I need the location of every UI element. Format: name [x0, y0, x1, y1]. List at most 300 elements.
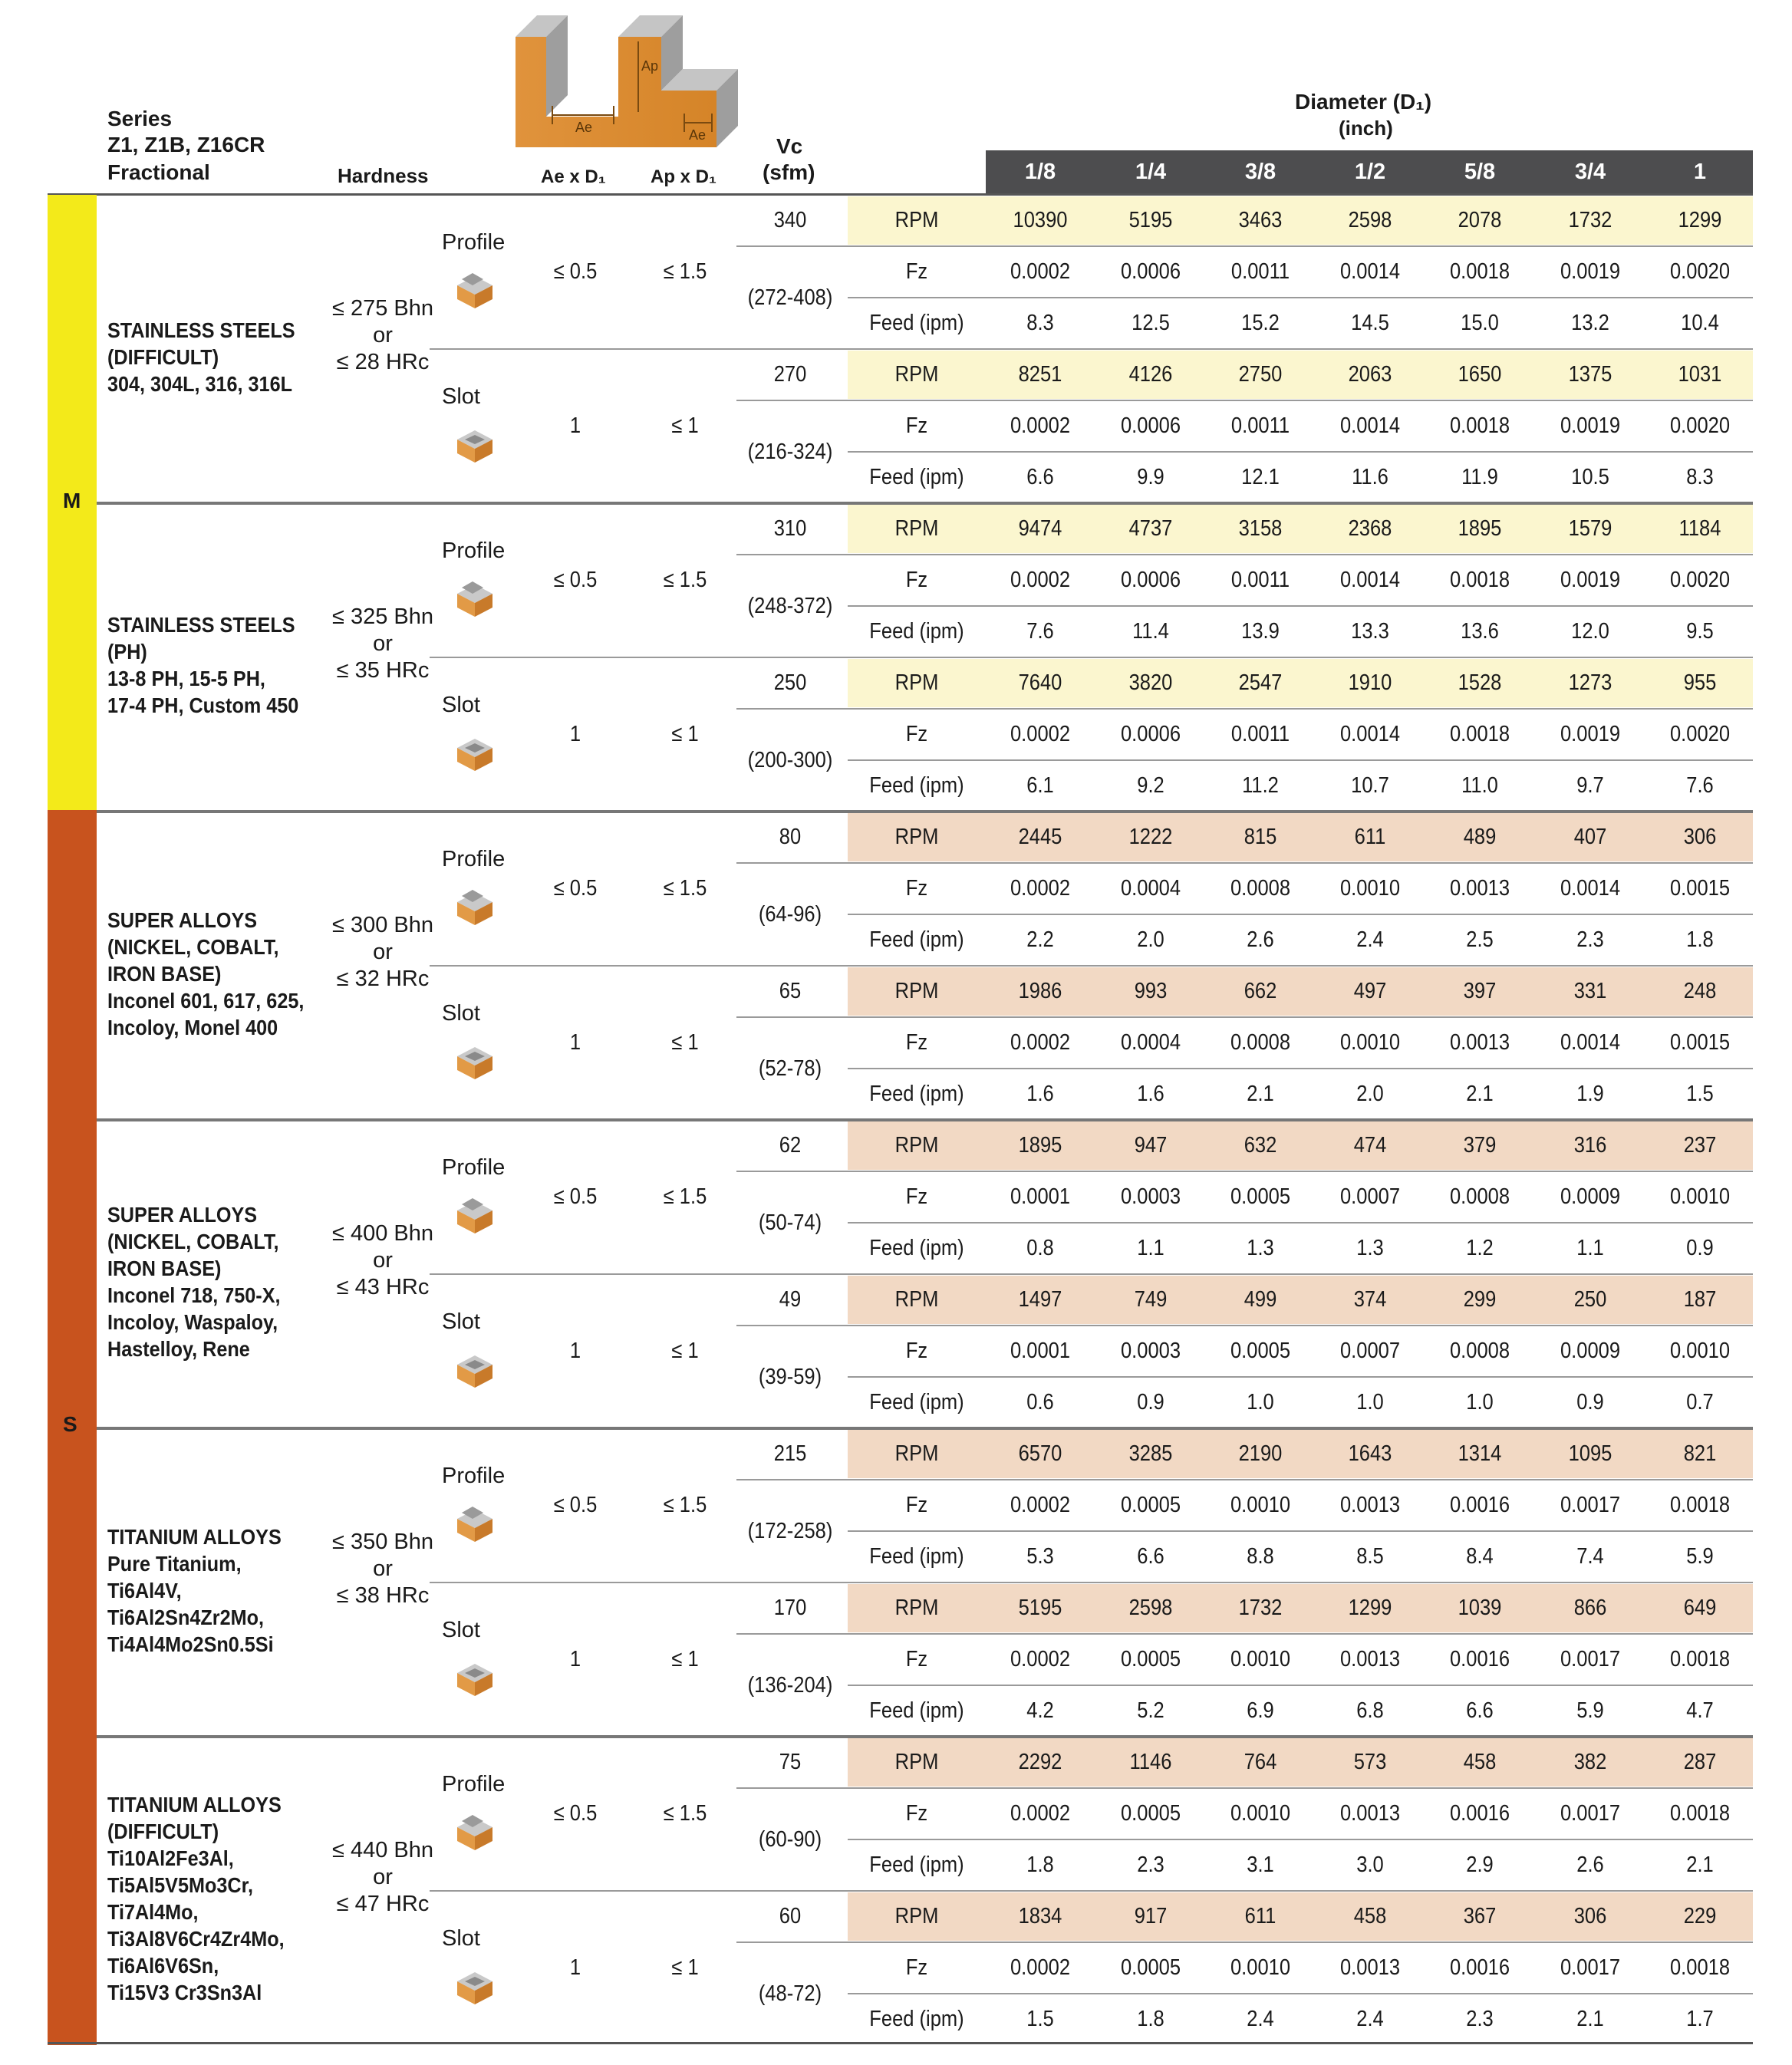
rpm-value: 815: [1244, 825, 1277, 849]
row-label-feed: Feed (ipm): [869, 2007, 964, 2031]
material-name-line: (NICKEL, COBALT,: [107, 1230, 279, 1253]
feed-value: 2.3: [1576, 927, 1604, 952]
feed-value: 11.0: [1461, 773, 1498, 798]
end-mill-profile-icon: [454, 577, 496, 618]
hardness-value: ≤ 28 HRc: [336, 350, 430, 374]
hardness-value: ≤ 400 Bhn: [331, 1221, 433, 1246]
fz-value: 0.0005: [1120, 1955, 1181, 1980]
feed-value: 1.1: [1576, 1236, 1604, 1260]
feed-value: 1.8: [1026, 1853, 1054, 1877]
material-name-line: TITANIUM ALLOYS: [107, 1524, 282, 1549]
fz-value: 0.0006: [1120, 259, 1181, 284]
fz-value: 0.0008: [1449, 1339, 1510, 1363]
operation-type: Profile: [442, 1772, 506, 1797]
ae-value: 1: [569, 413, 581, 438]
fz-value: 0.0020: [1669, 568, 1731, 592]
feed-value: 7.6: [1686, 773, 1714, 798]
feed-value: 9.5: [1686, 619, 1714, 644]
feed-value: 5.9: [1576, 1698, 1604, 1723]
vc-value: 215: [773, 1441, 807, 1466]
fz-value: 0.0018: [1669, 1801, 1731, 1826]
fz-value: 0.0001: [1010, 1339, 1071, 1363]
rpm-value: 458: [1463, 1750, 1497, 1774]
fz-value: 0.0008: [1230, 1030, 1291, 1055]
row-label-fz: Fz: [905, 413, 928, 438]
end-mill-slot-icon: [454, 1965, 496, 2006]
feed-value: 6.6: [1137, 1544, 1164, 1569]
fz-value: 0.0010: [1230, 1493, 1291, 1517]
fz-value: 0.0001: [1010, 1184, 1071, 1209]
fz-value: 0.0020: [1669, 722, 1731, 746]
row-label-feed: Feed (ipm): [869, 1082, 964, 1106]
ae-value: 1: [569, 1339, 581, 1363]
rpm-value: 2190: [1238, 1441, 1283, 1466]
row-label-feed: Feed (ipm): [869, 311, 964, 335]
rpm-value: 397: [1463, 979, 1497, 1003]
rpm-value: 1375: [1568, 362, 1612, 387]
rpm-value: 1299: [1348, 1596, 1392, 1620]
fz-value: 0.0002: [1010, 568, 1071, 592]
feed-value: 1.5: [1026, 2007, 1054, 2031]
row-label-rpm: RPM: [894, 825, 939, 849]
feed-value: 4.2: [1026, 1698, 1054, 1723]
material-name-line: Inconel 601, 617, 625,: [107, 988, 305, 1013]
feed-value: 1.3: [1356, 1236, 1384, 1260]
material-name-line: Ti15V3 Cr3Sn3Al: [107, 1981, 262, 2004]
fz-value: 0.0009: [1560, 1339, 1621, 1363]
vc-range: (48-72): [758, 1981, 822, 2006]
material-divider: [97, 1735, 1753, 1738]
material-name-line: (DIFFICULT): [107, 1820, 219, 1843]
feed-value: 0.7: [1686, 1390, 1714, 1415]
series-type: Fractional: [107, 160, 210, 184]
series-names: Z1, Z1B, Z16CR: [107, 133, 265, 156]
material-name-line: IRON BASE): [107, 1256, 222, 1280]
rpm-value: 1895: [1018, 1133, 1062, 1158]
feed-value: 9.7: [1576, 773, 1604, 798]
material-name-line: (DIFFICULT): [107, 344, 219, 369]
feed-value: 1.8: [1137, 2007, 1164, 2031]
feed-value: 10.4: [1681, 311, 1719, 335]
fz-value: 0.0002: [1010, 1801, 1071, 1826]
rpm-value: 821: [1683, 1441, 1717, 1466]
rpm-value: 573: [1353, 1750, 1387, 1774]
rpm-value: 299: [1463, 1287, 1497, 1312]
material-name-line: IRON BASE): [107, 961, 222, 986]
feed-value: 11.2: [1242, 773, 1279, 798]
vc-value: 340: [773, 208, 807, 232]
feed-value: 12.1: [1241, 465, 1280, 489]
diagram-ap-label: Ap: [641, 58, 659, 74]
feed-value: 10.5: [1571, 465, 1609, 489]
rpm-value: 2063: [1348, 362, 1392, 387]
feed-value: 2.6: [1247, 927, 1274, 952]
feed-value: 0.9: [1686, 1236, 1714, 1260]
ap-value: ≤ 1: [671, 413, 699, 438]
material-name-line: STAINLESS STEELS: [107, 613, 295, 637]
rpm-value: 955: [1683, 670, 1717, 695]
fz-value: 0.0018: [1669, 1493, 1731, 1517]
feed-value: 2.0: [1137, 927, 1164, 952]
fz-value: 0.0017: [1560, 1647, 1621, 1671]
fz-value: 0.0014: [1339, 413, 1401, 438]
rpm-value: 1497: [1018, 1287, 1062, 1312]
rpm-value: 1273: [1568, 670, 1612, 695]
rpm-value: 379: [1463, 1133, 1497, 1158]
rpm-value: 2547: [1238, 670, 1283, 695]
hardness-value: ≤ 350 Bhn: [331, 1530, 433, 1554]
feed-value: 1.3: [1247, 1236, 1274, 1260]
fz-value: 0.0016: [1449, 1955, 1510, 1980]
rpm-value: 3820: [1128, 670, 1173, 695]
material-name-line: SUPER ALLOYS: [107, 1203, 258, 1227]
diameter-header: Diameter (D₁): [1295, 90, 1432, 114]
rpm-value: 6570: [1018, 1441, 1062, 1466]
material-name-line: 304, 304L, 316, 316L: [107, 371, 292, 396]
vc-header: Vc: [776, 134, 803, 158]
vc-range: (136-204): [747, 1672, 833, 1698]
fz-value: 0.0018: [1449, 568, 1510, 592]
feed-value: 5.9: [1686, 1544, 1714, 1569]
vc-value: 65: [779, 979, 802, 1003]
rpm-value: 306: [1683, 825, 1717, 849]
row-label-rpm: RPM: [894, 1596, 939, 1620]
material-name-line: Ti7Al4Mo,: [107, 1900, 199, 1924]
rpm-value: 229: [1683, 1904, 1717, 1928]
material-name-line: Ti6Al2Sn4Zr2Mo,: [107, 1605, 264, 1629]
vc-range: (172-258): [747, 1518, 833, 1543]
diameter-col-header: 1/4: [1135, 159, 1167, 184]
ap-value: ≤ 1: [671, 1339, 699, 1363]
fz-value: 0.0011: [1230, 259, 1290, 284]
feed-value: 13.6: [1461, 619, 1499, 644]
row-label-rpm: RPM: [894, 670, 939, 695]
feed-value: 6.6: [1466, 1698, 1494, 1723]
ap-value: ≤ 1.5: [663, 1184, 707, 1209]
feed-value: 2.4: [1356, 927, 1384, 952]
feed-value: 13.3: [1351, 619, 1389, 644]
hardness-value: ≤ 32 HRc: [336, 967, 430, 991]
feed-value: 1.2: [1466, 1236, 1494, 1260]
rpm-value: 306: [1573, 1904, 1607, 1928]
fz-value: 0.0008: [1449, 1184, 1510, 1209]
feed-value: 11.4: [1132, 619, 1169, 644]
end-mill-slot-icon: [454, 1039, 496, 1081]
vc-range: (200-300): [747, 747, 833, 772]
bottom-rule: [48, 2042, 1753, 2044]
feed-value: 4.7: [1686, 1698, 1714, 1723]
feed-value: 2.1: [1247, 1082, 1274, 1106]
feed-value: 6.1: [1026, 773, 1054, 798]
rpm-value: 250: [1573, 1287, 1607, 1312]
fz-value: 0.0010: [1230, 1647, 1291, 1671]
rpm-value: 2598: [1128, 1596, 1173, 1620]
material-name-line: Ti6Al6V6Sn,: [107, 1954, 219, 1978]
row-label-fz: Fz: [905, 568, 928, 592]
rpm-value: 632: [1244, 1133, 1277, 1158]
material-name-line: Ti3Al8V6Cr4Zr4Mo,: [107, 1927, 285, 1951]
vc-value: 60: [779, 1904, 802, 1928]
ae-value: ≤ 0.5: [553, 1184, 598, 1209]
rpm-value: 611: [1354, 825, 1386, 849]
rpm-value: 1579: [1568, 516, 1612, 541]
row-label-rpm: RPM: [894, 1133, 939, 1158]
fz-value: 0.0013: [1449, 876, 1510, 901]
fz-value: 0.0018: [1669, 1647, 1731, 1671]
feed-value: 7.6: [1026, 619, 1054, 644]
fz-value: 0.0002: [1010, 722, 1071, 746]
material-divider: [97, 1427, 1753, 1430]
ae-value: 1: [569, 1955, 581, 1980]
fz-value: 0.0015: [1669, 1030, 1731, 1055]
vc-value: 250: [773, 670, 807, 695]
rpm-value: 1643: [1348, 1441, 1392, 1466]
hardness-value: ≤ 43 HRc: [336, 1275, 430, 1299]
rpm-value: 1314: [1458, 1441, 1502, 1466]
material-name-line: 13-8 PH, 15-5 PH,: [107, 667, 265, 690]
end-mill-slot-icon: [454, 423, 496, 464]
material-divider: [97, 810, 1753, 813]
rpm-value: 1299: [1678, 208, 1722, 232]
feed-value: 0.9: [1137, 1390, 1164, 1415]
feed-value: 0.6: [1026, 1390, 1054, 1415]
diameter-col-header: 1: [1693, 159, 1707, 184]
rpm-value: 749: [1134, 1287, 1168, 1312]
end-mill-slot-icon: [454, 731, 496, 772]
operation-type: Profile: [442, 230, 506, 255]
ap-value: ≤ 1.5: [663, 259, 707, 284]
vc-value: 80: [779, 825, 802, 849]
row-label-fz: Fz: [905, 1801, 928, 1826]
rpm-value: 4126: [1128, 362, 1173, 387]
rpm-value: 4737: [1128, 516, 1173, 541]
rpm-value: 1184: [1678, 516, 1721, 541]
feed-value: 2.0: [1356, 1082, 1384, 1106]
fz-value: 0.0005: [1230, 1339, 1291, 1363]
ap-value: ≤ 1: [671, 1030, 699, 1055]
rpm-value: 917: [1134, 1904, 1168, 1928]
row-label-rpm: RPM: [894, 516, 939, 541]
rpm-value: 474: [1353, 1133, 1387, 1158]
diagram-ae-label-2: Ae: [689, 127, 707, 143]
rpm-value: 993: [1134, 979, 1168, 1003]
rpm-value: 497: [1353, 979, 1387, 1003]
rpm-value: 5195: [1018, 1596, 1062, 1620]
fz-value: 0.0002: [1010, 876, 1071, 901]
fz-value: 0.0019: [1560, 568, 1621, 592]
fz-value: 0.0005: [1120, 1647, 1181, 1671]
rpm-value: 316: [1573, 1133, 1607, 1158]
fz-value: 0.0011: [1230, 568, 1290, 592]
fz-value: 0.0013: [1339, 1955, 1401, 1980]
feed-value: 11.9: [1461, 465, 1498, 489]
fz-value: 0.0005: [1120, 1493, 1181, 1517]
end-mill-profile-icon: [454, 268, 496, 310]
rpm-value: 866: [1573, 1596, 1607, 1620]
feed-value: 2.4: [1247, 2007, 1274, 2031]
fz-value: 0.0002: [1010, 413, 1071, 438]
fz-value: 0.0016: [1449, 1493, 1510, 1517]
feed-value: 2.6: [1576, 1853, 1604, 1877]
hardness-value: ≤ 325 Bhn: [331, 604, 433, 629]
fz-value: 0.0005: [1120, 1801, 1181, 1826]
material-name-line: Inconel 718, 750-X,: [107, 1283, 281, 1307]
feed-value: 1.6: [1137, 1082, 1164, 1106]
rpm-value: 248: [1683, 979, 1717, 1003]
fz-value: 0.0006: [1120, 568, 1181, 592]
rpm-value: 8251: [1018, 362, 1062, 387]
rpm-value: 7640: [1018, 670, 1062, 695]
rpm-value: 1986: [1018, 979, 1062, 1003]
fz-value: 0.0019: [1560, 722, 1621, 746]
vc-value: 49: [779, 1287, 802, 1312]
fz-value: 0.0015: [1669, 876, 1731, 901]
feed-value: 6.9: [1247, 1698, 1274, 1723]
feed-value: 1.0: [1466, 1390, 1494, 1415]
fz-value: 0.0004: [1120, 876, 1181, 901]
rpm-value: 1650: [1458, 362, 1502, 387]
feed-value: 1.5: [1686, 1082, 1714, 1106]
feed-value: 2.3: [1137, 1853, 1164, 1877]
vc-unit: (sfm): [763, 160, 815, 184]
ap-value: ≤ 1.5: [663, 876, 707, 901]
operation-type: Profile: [442, 847, 506, 871]
hardness-value: or: [373, 1248, 393, 1273]
operation-type: Slot: [442, 1309, 480, 1334]
fz-value: 0.0009: [1560, 1184, 1621, 1209]
operation-type: Slot: [442, 1001, 480, 1026]
rpm-value: 187: [1683, 1287, 1717, 1312]
feed-value: 2.9: [1466, 1853, 1494, 1877]
material-name-line: (NICKEL, COBALT,: [107, 934, 279, 959]
operation-type: Slot: [442, 1618, 480, 1642]
end-mill-profile-icon: [454, 885, 496, 927]
ae-value: 1: [569, 1030, 581, 1055]
rpm-value: 1910: [1348, 670, 1392, 695]
hardness-value: or: [373, 1865, 393, 1889]
rpm-value: 2750: [1238, 362, 1283, 387]
diameter-col-header: 3/8: [1244, 159, 1276, 184]
row-label-rpm: RPM: [894, 1750, 939, 1774]
fz-value: 0.0018: [1449, 413, 1510, 438]
vc-range: (39-59): [758, 1364, 822, 1389]
rpm-value: 1222: [1128, 825, 1173, 849]
hardness-value: or: [373, 323, 393, 347]
rpm-value: 5195: [1128, 208, 1173, 232]
vc-range: (248-372): [747, 593, 833, 618]
ae-value: ≤ 0.5: [553, 1493, 598, 1517]
rpm-value: 611: [1244, 1904, 1276, 1928]
feed-value: 3.1: [1247, 1853, 1274, 1877]
fz-value: 0.0017: [1560, 1801, 1621, 1826]
fz-value: 0.0010: [1230, 1955, 1291, 1980]
feed-value: 12.5: [1132, 311, 1170, 335]
end-mill-profile-icon: [454, 1502, 496, 1543]
ae-value: ≤ 0.5: [553, 568, 598, 592]
fz-value: 0.0010: [1339, 1030, 1401, 1055]
feed-value: 1.6: [1026, 1082, 1054, 1106]
fz-value: 0.0006: [1120, 722, 1181, 746]
feed-value: 8.4: [1466, 1544, 1494, 1569]
vc-value: 270: [773, 362, 807, 387]
feed-value: 0.8: [1026, 1236, 1054, 1260]
feed-value: 12.0: [1571, 619, 1609, 644]
feed-value: 2.1: [1686, 1853, 1714, 1877]
material-name-line: STAINLESS STEELS: [107, 318, 295, 342]
hardness-header: Hardness: [338, 164, 429, 187]
diameter-col-header: 5/8: [1464, 159, 1496, 184]
material-name-line: Ti4Al4Mo2Sn0.5Si: [107, 1632, 274, 1656]
fz-value: 0.0010: [1669, 1339, 1731, 1363]
material-name-line: Ti10Al2Fe3Al,: [107, 1846, 234, 1870]
feed-value: 2.2: [1026, 927, 1054, 952]
diagram-ae-label-1: Ae: [575, 120, 593, 135]
rpm-value: 1528: [1458, 670, 1502, 695]
fz-value: 0.0020: [1669, 413, 1731, 438]
fz-value: 0.0002: [1010, 1030, 1071, 1055]
material-name-line: TITANIUM ALLOYS: [107, 1793, 282, 1816]
feed-value: 8.5: [1356, 1544, 1384, 1569]
feed-value: 1.8: [1686, 927, 1714, 952]
group-label-m: M: [63, 489, 81, 512]
feed-value: 6.8: [1356, 1698, 1384, 1723]
material-name-line: Incoloy, Waspaloy,: [107, 1310, 278, 1334]
feed-value: 15.2: [1241, 311, 1280, 335]
vc-range: (64-96): [758, 901, 822, 927]
hardness-value: or: [373, 1556, 393, 1581]
rpm-value: 1732: [1568, 208, 1612, 232]
fz-value: 0.0002: [1010, 1647, 1071, 1671]
row-label-feed: Feed (ipm): [869, 1390, 964, 1415]
fz-value: 0.0011: [1230, 413, 1290, 438]
material-name-line: (PH): [107, 640, 147, 664]
rpm-value: 1095: [1568, 1441, 1612, 1466]
operation-type: Profile: [442, 1155, 506, 1180]
rpm-value: 947: [1134, 1133, 1168, 1158]
feed-value: 5.2: [1137, 1698, 1164, 1723]
feed-value: 2.3: [1466, 2007, 1494, 2031]
row-label-rpm: RPM: [894, 362, 939, 387]
fz-value: 0.0002: [1010, 1955, 1071, 1980]
material-name-line: Incoloy, Monel 400: [107, 1015, 278, 1039]
fz-value: 0.0020: [1669, 259, 1731, 284]
fz-value: 0.0006: [1120, 413, 1181, 438]
ae-header: Ae x D₁: [541, 166, 606, 187]
end-mill-slot-icon: [454, 1348, 496, 1389]
material-name-line: Hastelloy, Rene: [107, 1337, 250, 1361]
row-label-feed: Feed (ipm): [869, 1853, 964, 1877]
feed-value: 2.1: [1576, 2007, 1604, 2031]
end-mill-profile-icon: [454, 1194, 496, 1235]
row-label-rpm: RPM: [894, 979, 939, 1003]
diameter-unit: (inch): [1339, 117, 1393, 140]
material-divider: [97, 1118, 1753, 1121]
rpm-value: 2292: [1018, 1750, 1062, 1774]
operation-type: Slot: [442, 384, 480, 409]
rpm-value: 1031: [1678, 362, 1722, 387]
row-label-fz: Fz: [905, 1339, 928, 1363]
feed-value: 5.3: [1026, 1544, 1054, 1569]
ap-value: ≤ 1: [671, 722, 699, 746]
material-name-line: SUPER ALLOYS: [107, 907, 258, 932]
feed-value: 3.0: [1356, 1853, 1384, 1877]
feed-value: 11.6: [1352, 465, 1388, 489]
row-label-fz: Fz: [905, 1955, 928, 1980]
rpm-value: 331: [1573, 979, 1607, 1003]
vc-value: 310: [773, 516, 807, 541]
feed-value: 8.3: [1686, 465, 1714, 489]
rpm-value: 764: [1244, 1750, 1277, 1774]
